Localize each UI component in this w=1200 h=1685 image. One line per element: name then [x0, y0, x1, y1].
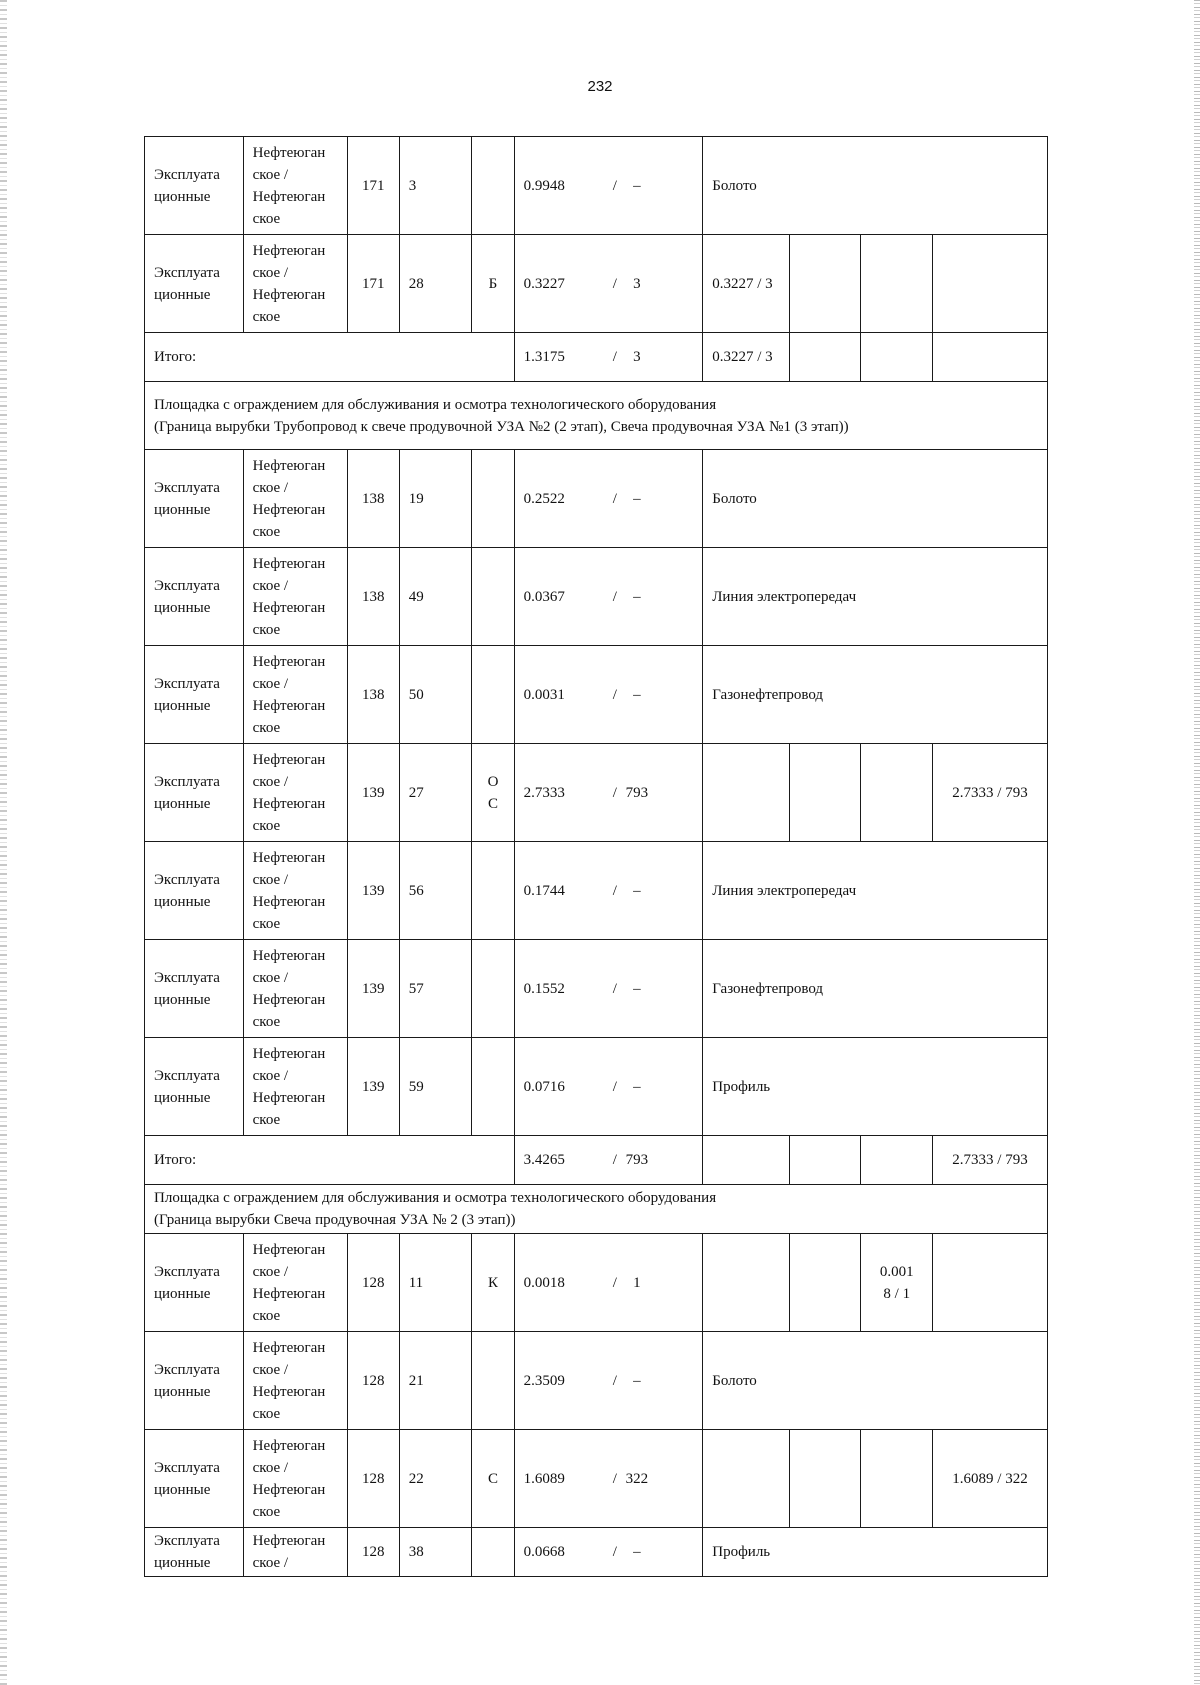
municipality-line: ское — [252, 308, 281, 325]
kvartal-cell: 138 — [347, 450, 399, 548]
vydel-cell: 21 — [399, 1332, 472, 1430]
municipality-line: Нефтеюган — [252, 1339, 326, 1356]
note-cell: Болото — [703, 1332, 1048, 1430]
kvartal-cell: 128 — [347, 1528, 399, 1577]
total-label: Итого: — [145, 333, 515, 382]
municipality-line: ское — [252, 1503, 281, 1520]
category-line: ционные — [154, 188, 211, 205]
category-cell — [145, 137, 244, 235]
category-cell — [145, 1234, 244, 1332]
area-value: 0.0716 — [523, 1078, 565, 1095]
total-label: Итого: — [145, 1136, 515, 1185]
municipality-cell — [243, 1332, 347, 1430]
municipality-cell — [243, 940, 347, 1038]
code-cell: С — [472, 1430, 514, 1528]
category-line: ционные — [154, 1481, 211, 1498]
municipality-line: ское — [252, 1307, 281, 1324]
area-volume-cell — [514, 940, 703, 1038]
municipality-line: Нефтеюган — [252, 751, 326, 768]
area-volume-cell — [514, 137, 703, 235]
category-cell — [145, 548, 244, 646]
area-volume-cell — [514, 450, 703, 548]
section-header-row — [145, 382, 1048, 450]
category-cell — [145, 940, 244, 1038]
volume-value: 793 — [625, 784, 649, 801]
area-value: 0.1552 — [523, 980, 565, 997]
municipality-line: Нефтеюган — [252, 1089, 326, 1106]
category-line: ционные — [154, 893, 211, 910]
area-value: 3.4265 — [523, 1152, 565, 1168]
category-cell — [145, 235, 244, 333]
municipality-line: Нефтеюган — [252, 849, 326, 866]
code-cell: Б — [472, 235, 514, 333]
municipality-cell — [243, 646, 347, 744]
category-cell — [145, 744, 244, 842]
category-line: Эксплуата — [154, 1263, 220, 1280]
slash-separator: / — [612, 882, 617, 899]
category-cell — [145, 646, 244, 744]
slash-separator: / — [612, 177, 617, 194]
distribution-cell-c3 — [861, 1136, 933, 1185]
distribution-cell-c1: 0.3227 / 3 — [703, 235, 790, 333]
municipality-line: Нефтеюган — [252, 893, 326, 910]
volume-value: – — [633, 588, 641, 605]
table-row — [145, 744, 1048, 842]
category-cell — [145, 842, 244, 940]
category-cell — [145, 1038, 244, 1136]
slash-separator: / — [612, 784, 617, 801]
slash-separator: / — [612, 1372, 617, 1389]
municipality-line: Нефтеюган — [252, 1533, 326, 1549]
total-row — [145, 1136, 1048, 1185]
area-volume-cell — [514, 1430, 703, 1528]
municipality-line: Нефтеюган — [252, 1285, 326, 1302]
area-value: 0.0018 — [523, 1274, 565, 1291]
municipality-line: ское / — [252, 577, 289, 594]
distribution-cell-c2 — [789, 333, 861, 382]
municipality-line: ское — [252, 719, 281, 736]
area-value: 0.0367 — [523, 588, 565, 605]
municipality-line: Нефтеюган — [252, 1437, 326, 1454]
area-volume-cell — [514, 1332, 703, 1430]
distribution-cell-c1: 0.3227 / 3 — [703, 333, 790, 382]
vydel-cell: 22 — [399, 1430, 472, 1528]
area-volume-cell — [514, 548, 703, 646]
category-line: ционные — [154, 501, 211, 518]
kvartal-cell: 128 — [347, 1332, 399, 1430]
vydel-cell: 11 — [399, 1234, 472, 1332]
distribution-cell-c1 — [703, 1136, 790, 1185]
slash-separator: / — [612, 1470, 617, 1487]
kvartal-cell: 139 — [347, 1038, 399, 1136]
municipality-line: ское / — [252, 1555, 289, 1571]
section-title — [145, 382, 1048, 450]
volume-value: – — [633, 490, 641, 507]
code-cell — [472, 940, 514, 1038]
category-line: ционные — [154, 1089, 211, 1106]
municipality-line: Нефтеюган — [252, 1045, 326, 1062]
municipality-line: ское / — [252, 1263, 289, 1280]
volume-value: 3 — [633, 275, 641, 292]
kvartal-cell: 171 — [347, 235, 399, 333]
area-value: 0.9948 — [523, 177, 565, 194]
code-cell: К — [472, 1234, 514, 1332]
municipality-line: Нефтеюган — [252, 947, 326, 964]
vydel-cell: 50 — [399, 646, 472, 744]
table-row — [145, 1234, 1048, 1332]
area-value: 1.3175 — [523, 349, 565, 365]
municipality-line: ское / — [252, 1361, 289, 1378]
distribution-cell-c4: 1.6089 / 322 — [933, 1430, 1048, 1528]
category-line: ционные — [154, 697, 211, 714]
distribution-cell-c4: 2.7333 / 793 — [933, 744, 1048, 842]
distribution-cell-c4 — [933, 1234, 1048, 1332]
slash-separator: / — [612, 275, 617, 292]
distribution-cell-c4 — [933, 235, 1048, 333]
volume-value: – — [633, 882, 641, 899]
municipality-cell — [243, 450, 347, 548]
volume-value: – — [633, 686, 641, 703]
vydel-cell: 3 — [399, 137, 472, 235]
table-row — [145, 940, 1048, 1038]
municipality-cell — [243, 744, 347, 842]
vydel-cell: 27 — [399, 744, 472, 842]
code-line: О — [487, 773, 499, 790]
category-line: Эксплуата — [154, 871, 220, 888]
municipality-line: ское — [252, 1405, 281, 1422]
category-line: Эксплуата — [154, 773, 220, 790]
category-line: ционные — [154, 991, 211, 1008]
slash-separator: / — [612, 588, 617, 605]
distribution-cell-c2 — [789, 1234, 861, 1332]
category-line: ционные — [154, 599, 211, 616]
area-volume-cell — [514, 1234, 703, 1332]
category-line: ционные — [154, 1285, 211, 1302]
municipality-cell — [243, 1038, 347, 1136]
municipality-line: ское — [252, 621, 281, 638]
vydel-cell: 19 — [399, 450, 472, 548]
slash-separator: / — [612, 1078, 617, 1095]
note-cell: Линия электропередач — [703, 842, 1048, 940]
slash-separator: / — [612, 980, 617, 997]
table-row — [145, 137, 1048, 235]
municipality-cell — [243, 842, 347, 940]
municipality-line: Нефтеюган — [252, 188, 326, 205]
area-value: 1.6089 — [523, 1470, 565, 1487]
municipality-line: ское / — [252, 773, 289, 790]
category-line: Эксплуата — [154, 1361, 220, 1378]
kvartal-cell: 139 — [347, 940, 399, 1038]
distribution-cell-c3 — [861, 333, 933, 382]
municipality-cell — [243, 235, 347, 333]
category-cell — [145, 450, 244, 548]
category-line: Эксплуата — [154, 969, 220, 986]
section-header-row — [145, 1185, 1048, 1234]
distribution-cell-c2 — [789, 1136, 861, 1185]
table-row — [145, 842, 1048, 940]
municipality-line: Нефтеюган — [252, 457, 326, 474]
municipality-line: ское / — [252, 264, 289, 281]
area-volume-cell — [514, 1528, 703, 1577]
municipality-line: Нефтеюган — [252, 795, 326, 812]
area-value: 2.3509 — [523, 1372, 565, 1389]
section-title-line: Площадка с ограждением для обслуживания и осмотра технологического оборудования — [154, 1190, 717, 1206]
vydel-cell: 49 — [399, 548, 472, 646]
kvartal-cell: 139 — [347, 842, 399, 940]
municipality-line: ское / — [252, 166, 289, 183]
category-line: Эксплуата — [154, 166, 220, 183]
distribution-cell-c3 — [861, 1430, 933, 1528]
distribution-cell-c3 — [861, 235, 933, 333]
municipality-line: Нефтеюган — [252, 697, 326, 714]
volume-value: 1 — [633, 1274, 641, 1291]
code-cell — [472, 1332, 514, 1430]
distribution-cell-c1 — [703, 744, 790, 842]
volume-value: – — [633, 980, 641, 997]
scan-edge-right — [1194, 0, 1200, 1685]
code-cell — [472, 744, 514, 842]
volume-value: – — [633, 1372, 641, 1389]
area-value: 0.0031 — [523, 686, 565, 703]
municipality-line: ское — [252, 817, 281, 834]
code-cell — [472, 450, 514, 548]
kvartal-cell: 138 — [347, 548, 399, 646]
section-title-line: Площадка с ограждением для обслуживания и осмотра технологического оборудования — [154, 396, 717, 413]
municipality-line: ское / — [252, 871, 289, 888]
area-volume-cell — [514, 646, 703, 744]
page-number: 232 — [587, 78, 613, 95]
volume-value: – — [633, 177, 641, 194]
area-value: 2.7333 — [523, 784, 565, 801]
distribution-value-line: 8 / 1 — [883, 1285, 911, 1302]
table-row — [145, 1038, 1048, 1136]
municipality-cell — [243, 548, 347, 646]
kvartal-cell: 171 — [347, 137, 399, 235]
distribution-value-line: 0.001 — [879, 1263, 914, 1280]
municipality-line: Нефтеюган — [252, 1383, 326, 1400]
municipality-line: ское — [252, 915, 281, 932]
area-value: 0.2522 — [523, 490, 565, 507]
volume-value: – — [633, 1544, 641, 1560]
category-line: ционные — [154, 286, 211, 303]
municipality-line: ское / — [252, 1459, 289, 1476]
scan-edge-left — [0, 0, 7, 1685]
municipality-line: Нефтеюган — [252, 599, 326, 616]
municipality-cell — [243, 1528, 347, 1577]
kvartal-cell: 139 — [347, 744, 399, 842]
distribution-cell-c2 — [789, 1430, 861, 1528]
volume-value: 3 — [633, 349, 641, 365]
volume-value: – — [633, 1078, 641, 1095]
category-line: Эксплуата — [154, 1459, 220, 1476]
municipality-line: Нефтеюган — [252, 286, 326, 303]
section-title — [145, 1185, 1048, 1234]
distribution-cell-c4: 2.7333 / 793 — [933, 1136, 1048, 1185]
note-cell: Газонефтепровод — [703, 646, 1048, 744]
slash-separator: / — [612, 349, 617, 365]
table-row — [145, 1430, 1048, 1528]
vydel-cell: 38 — [399, 1528, 472, 1577]
distribution-cell-c3 — [861, 744, 933, 842]
table-row — [145, 1332, 1048, 1430]
volume-value: 793 — [625, 1152, 649, 1168]
section-title-line: (Граница вырубки Свеча продувочная УЗА № 2 (3 этап)) — [154, 1212, 516, 1228]
table-row — [145, 235, 1048, 333]
code-cell — [472, 1038, 514, 1136]
category-line: Эксплуата — [154, 1067, 220, 1084]
municipality-cell — [243, 1234, 347, 1332]
municipality-line: Нефтеюган — [252, 653, 326, 670]
code-cell — [472, 646, 514, 744]
category-line: ционные — [154, 1383, 211, 1400]
vydel-cell: 56 — [399, 842, 472, 940]
note-cell: Профиль — [703, 1528, 1048, 1577]
volume-value: 322 — [625, 1470, 649, 1487]
municipality-line: ское — [252, 1013, 281, 1030]
distribution-cell-c1 — [703, 1430, 790, 1528]
distribution-cell-c2 — [789, 744, 861, 842]
slash-separator: / — [612, 686, 617, 703]
code-cell — [472, 137, 514, 235]
category-line: Эксплуата — [154, 675, 220, 692]
total-row — [145, 333, 1048, 382]
forest-plot-table — [144, 136, 1048, 1577]
vydel-cell: 28 — [399, 235, 472, 333]
kvartal-cell: 128 — [347, 1430, 399, 1528]
municipality-cell — [243, 1430, 347, 1528]
vydel-cell: 57 — [399, 940, 472, 1038]
municipality-line: Нефтеюган — [252, 1241, 326, 1258]
municipality-line: ское — [252, 523, 281, 540]
municipality-line: ское / — [252, 969, 289, 986]
category-line: Эксплуата — [154, 1533, 220, 1549]
note-cell: Профиль — [703, 1038, 1048, 1136]
municipality-line: ское — [252, 210, 281, 227]
category-line: ционные — [154, 795, 211, 812]
slash-separator: / — [612, 1152, 617, 1168]
category-cell — [145, 1332, 244, 1430]
municipality-line: Нефтеюган — [252, 991, 326, 1008]
municipality-cell — [243, 137, 347, 235]
category-line: Эксплуата — [154, 479, 220, 496]
table-row — [145, 548, 1048, 646]
category-line: Эксплуата — [154, 264, 220, 281]
code-line: С — [487, 795, 498, 812]
municipality-line: Нефтеюган — [252, 144, 326, 161]
municipality-line: ское / — [252, 479, 289, 496]
note-cell: Линия электропередач — [703, 548, 1048, 646]
area-volume-cell — [514, 333, 703, 382]
code-cell — [472, 1528, 514, 1577]
note-cell: Болото — [703, 450, 1048, 548]
municipality-line: ское / — [252, 675, 289, 692]
table-row — [145, 450, 1048, 548]
distribution-cell-c4 — [933, 333, 1048, 382]
table-row — [145, 1528, 1048, 1577]
area-volume-cell — [514, 842, 703, 940]
area-volume-cell — [514, 1136, 703, 1185]
municipality-line: Нефтеюган — [252, 501, 326, 518]
kvartal-cell: 138 — [347, 646, 399, 744]
code-cell — [472, 842, 514, 940]
section-title-line: (Граница вырубки Трубопровод к свече продувочной УЗА №2 (2 этап), Свеча продувочная УЗА №1 (3 этап)) — [154, 418, 849, 435]
area-value: 0.3227 — [523, 275, 565, 292]
distribution-cell-c1 — [703, 1234, 790, 1332]
distribution-cell-c2 — [789, 235, 861, 333]
slash-separator: / — [612, 490, 617, 507]
municipality-line: ское — [252, 1111, 281, 1128]
slash-separator: / — [612, 1274, 617, 1291]
table-row — [145, 646, 1048, 744]
category-line: Эксплуата — [154, 577, 220, 594]
area-volume-cell — [514, 235, 703, 333]
area-volume-cell — [514, 1038, 703, 1136]
kvartal-cell: 128 — [347, 1234, 399, 1332]
municipality-line: Нефтеюган — [252, 555, 326, 572]
category-line: ционные — [154, 1555, 211, 1571]
note-cell: Болото — [703, 137, 1048, 235]
distribution-cell-c3 — [861, 1234, 933, 1332]
area-value: 0.0668 — [523, 1544, 565, 1560]
municipality-line: Нефтеюган — [252, 242, 326, 259]
area-value: 0.1744 — [523, 882, 565, 899]
vydel-cell: 59 — [399, 1038, 472, 1136]
category-cell — [145, 1430, 244, 1528]
slash-separator: / — [612, 1544, 617, 1560]
area-volume-cell — [514, 744, 703, 842]
category-cell — [145, 1528, 244, 1577]
municipality-line: ское / — [252, 1067, 289, 1084]
code-cell — [472, 548, 514, 646]
note-cell: Газонефтепровод — [703, 940, 1048, 1038]
municipality-line: Нефтеюган — [252, 1481, 326, 1498]
